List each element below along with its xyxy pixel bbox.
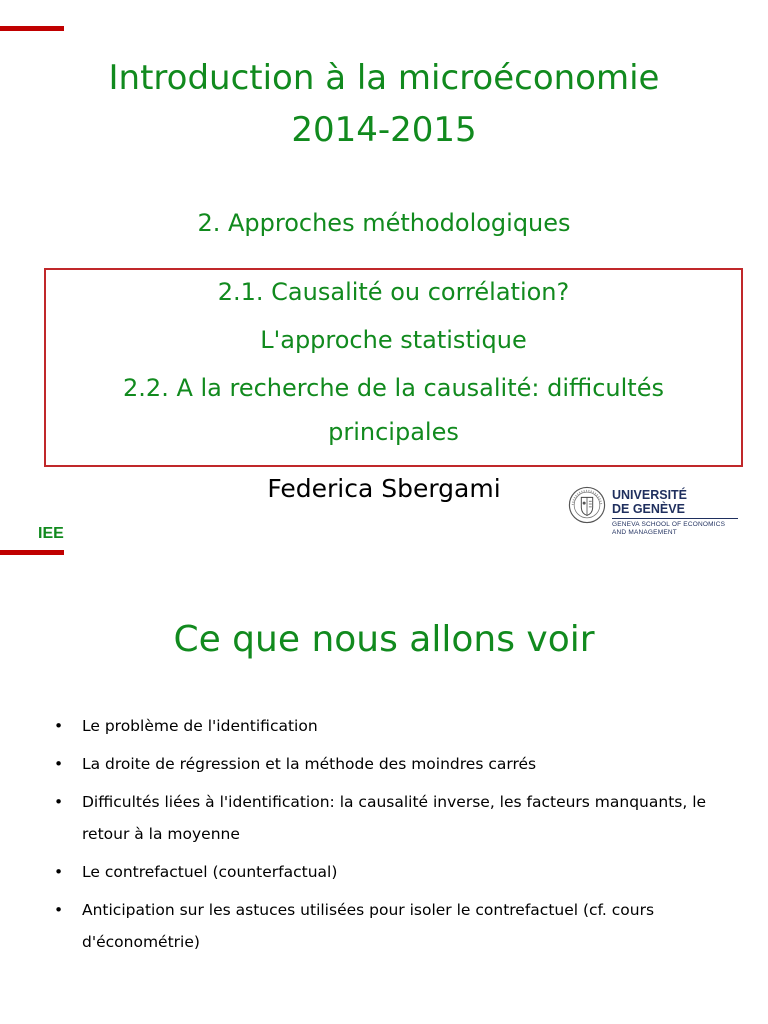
bullet-text: La droite de régression et la méthode des moindres carrés [82,755,537,773]
presentation-title [0,52,768,156]
author-text: Federica Sbergami [267,474,501,503]
overview-bullet-list [50,710,740,964]
bullet-item [50,710,740,742]
bottom-red-bar [0,550,64,555]
logo-divider [612,518,738,519]
bullet-item [50,856,740,888]
bullet-item [50,786,740,850]
logo-line-2: DE GENÈVE [612,502,685,516]
bullet-dot-icon: • [54,755,64,773]
topics-box [44,268,743,467]
title-line-1: Introduction à la microéconomie [108,58,660,98]
overview-title: Ce que nous allons voir [173,619,595,660]
bullet-text: Le problème de l'identification [82,717,318,735]
topic-line-2: L'approche statistique [260,326,527,354]
bullet-dot-icon: • [54,901,64,919]
bullet-item [50,894,740,958]
topic-line-4: principales [328,418,459,446]
logo-line-3: GENEVA SCHOOL OF ECONOMICS [612,521,726,528]
topic-line-3: 2.2. A la recherche de la causalité: difficultés [123,374,664,402]
university-logo [566,484,742,546]
logo-line-4: AND MANAGEMENT [612,529,677,536]
title-line-2: 2014-2015 [291,110,477,150]
iee-label: IEE [38,525,64,542]
slide-overview [0,560,768,1024]
section-subtitle: 2. Approches méthodologiques [197,209,571,237]
logo-line-1: UNIVERSITÉ [612,488,688,502]
bullet-item [50,748,740,780]
bullet-dot-icon: • [54,863,64,881]
bullet-text: Le contrefactuel (counterfactual) [82,863,338,881]
university-seal-icon [568,486,606,524]
bullet-text: Anticipation sur les astuces utilisées pour isoler le contrefactuel (cf. cours d'économétrie) [82,901,655,951]
bullet-dot-icon: • [54,717,64,735]
bullet-dot-icon: • [54,793,64,811]
topic-line-1: 2.1. Causalité ou corrélation? [217,278,570,306]
bullet-text: Difficultés liées à l'identification: la causalité inverse, les facteurs manquants, le retour à la moyenne [82,793,707,843]
top-red-bar [0,26,64,31]
